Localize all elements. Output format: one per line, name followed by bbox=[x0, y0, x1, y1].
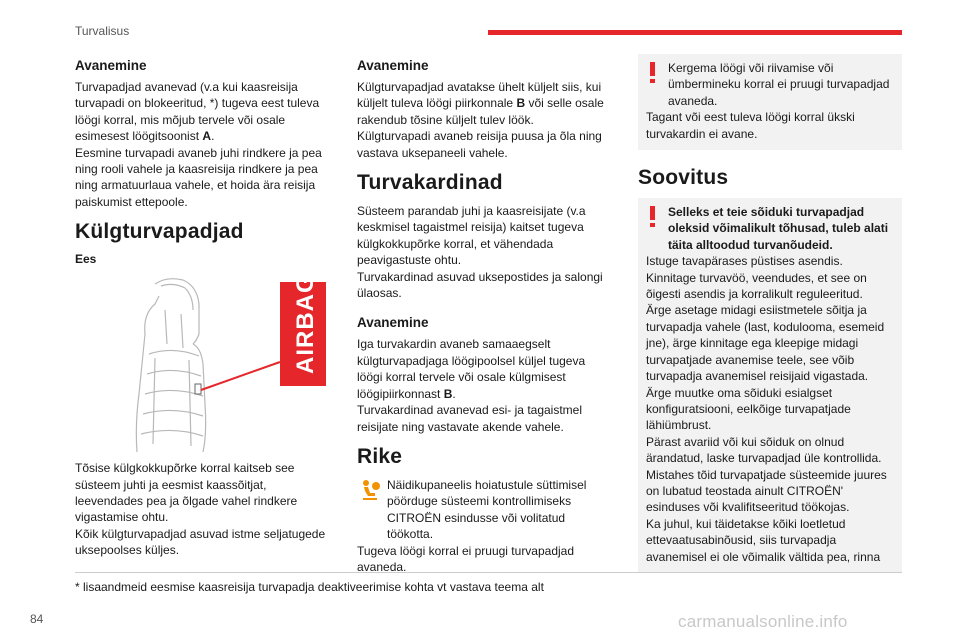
airbag-label: AIRBAG bbox=[292, 274, 319, 375]
paragraph: Eesmine turvapadi avaneb juhi rindkere ja pea ning rooli vahele ja kaasreisija rindkere ja pea ning armatuurlaua vahele, et hoida ära reisija paiskumist ettepoole. bbox=[75, 145, 322, 209]
seat-airbag-illustration bbox=[75, 274, 330, 452]
airbag-warning-light-icon bbox=[357, 477, 383, 503]
warning-box bbox=[638, 198, 902, 573]
footnote: * lisaandmeid eesmise kaasreisija turvapadja deaktiveerimise kohta vt vastava teema alt bbox=[75, 572, 902, 594]
heading-turvakardinad: Turvakardinad bbox=[357, 171, 503, 195]
exclamation-icon bbox=[646, 60, 660, 84]
warning-box bbox=[638, 54, 902, 150]
header-accent-bar bbox=[488, 30, 902, 35]
paragraph: Külgturvapadi avaneb reisija puusa ja õla ning vastava uksepaneeli vahele. bbox=[357, 129, 602, 160]
seat-icon bbox=[75, 274, 330, 452]
paragraph: Turvapadjad avanevad (v.a kui kaasreisija turvapadi on blokeeritud, *) tugeva eest tuleva löögi korral, mis mõjub tervele või osale esimesest löögitsoonist A. bbox=[75, 80, 320, 144]
paragraph: Süsteem parandab juhi ja kaasreisijate (v.a keskmisel tagaistmel reisija) kaitset tugeva külgkokkupõrke korral, et vähendada peavigastuste ohtu. bbox=[357, 204, 586, 268]
paragraph: Iga turvakardin avaneb samaaegselt külgturvapadjaga löögipoolsel küljel tugeva löögi korral tervele või osale külgmisest löögipiirkonnast B. bbox=[357, 337, 586, 401]
paragraph: Külgturvapadjad avatakse ühelt küljelt siis, kui küljelt tuleva löögi piirkonnale B või selle osale rakendub tõsine küljelt tulev löök. bbox=[357, 80, 604, 127]
heading-ees: Ees bbox=[75, 252, 97, 267]
heading-rike: Rike bbox=[357, 444, 403, 468]
paragraph: Kõik külgturvapadjad asuvad istme seljatugede uksepoolses küljes. bbox=[75, 526, 326, 558]
header-title: Turvalisus bbox=[75, 24, 130, 38]
paragraph: Tugeva löögi korral ei pruugi turvapadjad avaneda. bbox=[357, 543, 575, 574]
column-1 bbox=[75, 58, 330, 559]
paragraph-bold: Selleks et teie sõiduki turvapadjad oleksid võimalikult tõhusad, tuleb alati täita alltoodud turvanõudeid. bbox=[668, 205, 889, 252]
paragraph: Ärge asetage midagi esiistmetele sõitja ja turvapadja vahele (last, koduloomа, esemeid jne), ärge kinnitage ega kleepige midagi turvapatjade avanemise teele, see võib turvapadja avanemisel reisijaid vigastada. bbox=[646, 303, 885, 384]
paragraph: Tõsise külgkokkupõrke korral kaitseb see süsteem juhti ja eesmist kaassõitjat, leevendades pea ja õlgade vahel rindkere vigastamise ohtu. bbox=[75, 461, 298, 525]
paragraph: Istuge tavapärases püstises asendis. bbox=[646, 254, 843, 269]
paragraph: Kergema löögi või riivamise või ümbermineku korral ei pruugi turvapadjad avaneda. bbox=[668, 61, 890, 108]
paragraph: Turvakardinad avanevad esi- ja tagaistmel reisijate ning vastavate akende vahele. bbox=[357, 403, 583, 434]
paragraph: Mistahes tõid turvapatjade süsteemide juures on lubatud teostada ainult CITROËN' esinduses või kvalifitseeritud töökojas. bbox=[646, 467, 887, 515]
paragraph: Turvakardinad asuvad uksepostides ja salongi ülaosas. bbox=[357, 269, 603, 301]
paragraph: Kinnitage turvavöö, veendudes, et see on õigesti asendis ja korralikult reguleeritud. bbox=[646, 270, 867, 302]
watermark: carmanualsonline.info bbox=[678, 612, 848, 631]
paragraph: Pärast avariid või kui sõiduk on olnud ärandatud, laske turvapadjad üle kontrollida. bbox=[646, 434, 882, 466]
heading-avanemine: Avanemine bbox=[357, 315, 429, 331]
exclamation-icon bbox=[646, 204, 660, 228]
heading-avanemine: Avanemine bbox=[75, 58, 147, 73]
paragraph: Tagant või eest tuleva löögi korral ükski turvakardin ei avane. bbox=[646, 110, 855, 141]
heading-soovitus: Soovitus bbox=[638, 166, 729, 190]
paragraph: Ärge muutke oma sõiduki esialgset konfiguratsiooni, eelkõige turvapatjade lähiümbrust. bbox=[646, 385, 851, 433]
column-2 bbox=[357, 58, 612, 575]
paragraph: Ka juhul, kui täidetakse kõiki loetletud ettevaatusabinõusid, siis turvapadja avanemisel ei ole võimalik vältida pea, rinna bbox=[646, 516, 881, 564]
heading-avanemine: Avanemine bbox=[357, 58, 429, 73]
note-row bbox=[357, 477, 612, 543]
page-number: 84 bbox=[30, 612, 44, 626]
column-3 bbox=[638, 54, 902, 573]
paragraph: Näidikupaneelis hoiatustule süttimisel pöörduge süsteemi kontrollimiseks CITROËN esindusse või volitatud töökotta. bbox=[387, 477, 587, 542]
heading-kulgturvapadjad: Külgturvapadjad bbox=[75, 220, 244, 244]
